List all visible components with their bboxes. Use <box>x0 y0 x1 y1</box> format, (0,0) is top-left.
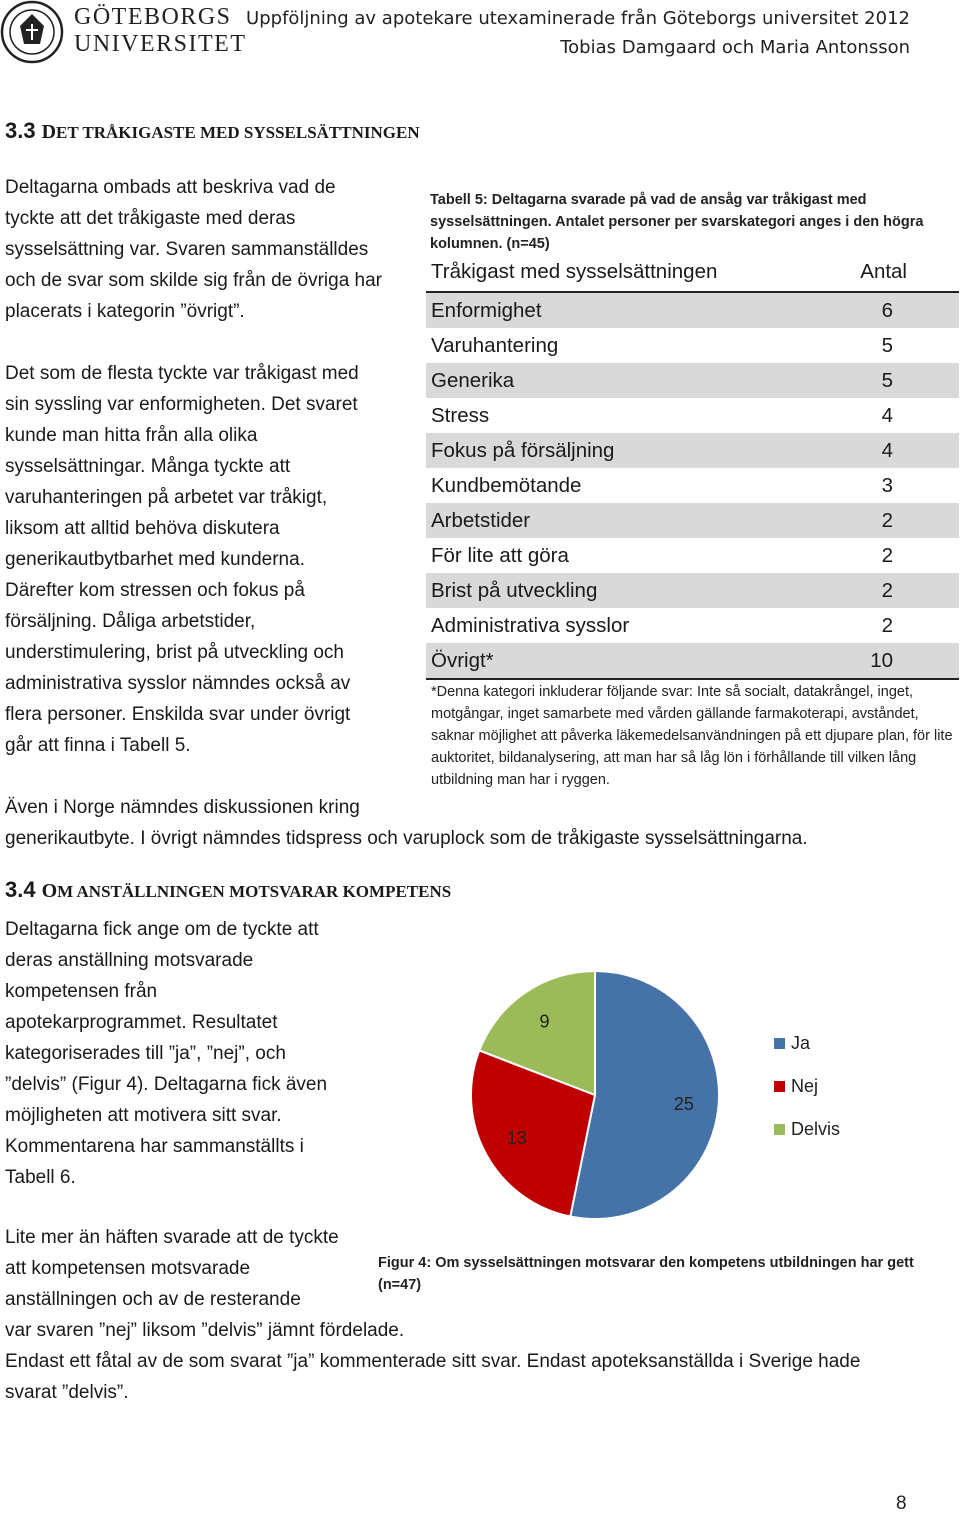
row-category: Generika <box>431 368 515 392</box>
row-category: Kundbemötande <box>431 473 582 497</box>
text-line: Deltagarna fick ange om de tyckte att <box>5 919 319 940</box>
legend-label-ja: Ja <box>791 1033 811 1053</box>
text-line: Därefter kom stressen och fokus på <box>5 580 305 601</box>
row-category: För lite att göra <box>431 543 569 567</box>
university-name: GÖTEBORGS UNIVERSITET <box>74 4 247 57</box>
text-line: Deltagarna ombads att beskriva vad de <box>5 177 336 198</box>
table-5-footnote: *Denna kategori inkluderar följande svar: Inte så socialt, datakrångel, inget, motgångar, inget samarbete med vården gällande farmakoterapi, avståndet, saknar möjlighet att påverka läkemedelsanvändningen på ett djupare plan, för lite auktoritet, bildanalysering, att man har så låg lön i förhållande till vilken lång utbildning man har i ryggen. <box>431 684 953 788</box>
header-category: Tråkigast med sysselsättningen <box>431 260 718 283</box>
row-category: Brist på utveckling <box>431 578 598 602</box>
text-line: Lite mer än häften svarade att de tyckte <box>5 1227 339 1248</box>
text-line: Det som de flesta tyckte var tråkigast med <box>5 363 359 384</box>
text-line: kunde man hitta från alla olika <box>5 425 258 446</box>
text-line: understimulering, brist på utveckling och <box>5 642 345 663</box>
table-row <box>426 363 959 398</box>
text-line: var svaren ”nej” liksom ”delvis” jämnt fördelade. <box>5 1320 405 1341</box>
section-3-4-conclusion <box>5 1222 945 1408</box>
row-count: 6 <box>881 298 893 322</box>
legend-swatch-ja <box>774 1038 785 1049</box>
row-count: 5 <box>881 333 893 357</box>
text-line <box>5 761 415 792</box>
row-category: Övrigt* <box>431 648 494 672</box>
text-line: tyckte att det tråkigaste med deras <box>5 208 296 229</box>
text-line: administrativa sysslor nämndes också av <box>5 673 351 694</box>
data-label-ja: 25 <box>673 1093 694 1114</box>
text-line: sin syssling var enformigheten. Det svaret <box>5 394 358 415</box>
table-row <box>426 328 959 363</box>
text-line: kategoriserades till ”ja”, ”nej”, och <box>5 1043 286 1064</box>
row-count: 2 <box>881 543 893 567</box>
text-line: svarat ”delvis”. <box>5 1382 129 1403</box>
text-line: anställningen och av de resterande <box>5 1289 301 1310</box>
text-line: apotekarprogrammet. Resultatet <box>5 1012 278 1033</box>
row-count: 4 <box>881 438 893 462</box>
table-row <box>426 608 959 643</box>
row-count: 2 <box>881 613 893 637</box>
text-line: ”delvis” (Figur 4). Deltagarna fick även <box>5 1074 328 1095</box>
row-count: 10 <box>870 648 893 672</box>
text-line: försäljning. Dåliga arbetstider, <box>5 611 256 632</box>
text-line: sysselsättning var. Svaren sammanställdes <box>5 239 369 260</box>
row-count: 4 <box>881 403 893 427</box>
text-line: placerats i kategorin ”övrigt”. <box>5 301 245 322</box>
table-5 <box>426 253 959 680</box>
table-5-caption: Tabell 5: Deltagarna svarade på vad de ansåg var tråkigast med sysselsättningen. Antalet personer per svarskategori anges i den högra kolumnen. (n=45) <box>430 192 924 252</box>
table-row <box>426 573 959 608</box>
data-label-delvis: 9 <box>539 1011 550 1032</box>
section-3-3-heading: 3.3 DET TRÅKIGASTE MED SYSSELSÄTTNINGEN <box>5 118 420 143</box>
section-3-4-heading: 3.4 OM ANSTÄLLNINGEN MOTSVARAR KOMPETENS <box>5 877 452 902</box>
table-row <box>426 643 959 680</box>
row-category: Administrativa sysslor <box>431 613 630 637</box>
row-count: 2 <box>881 508 893 532</box>
data-label-nej: 13 <box>506 1127 527 1148</box>
text-line: Tabell 6. <box>5 1167 76 1188</box>
text-line: liksom att alltid behöva diskutera <box>5 518 280 539</box>
text-line: Även i Norge nämndes diskussionen kring <box>5 797 360 818</box>
legend-label-delvis: Delvis <box>791 1119 841 1139</box>
table-row <box>426 468 959 503</box>
report-title: Uppföljning av apotekare utexaminerade från Göteborgs universitet 2012 <box>246 8 910 29</box>
text-line: deras anställning motsvarade <box>5 950 254 971</box>
row-category: Fokus på försäljning <box>431 438 615 462</box>
table-header <box>426 253 959 293</box>
text-line: varuhanteringen på arbetet var tråkigt, <box>5 487 328 508</box>
text-line: generikautbytbarhet med kunderna. <box>5 549 305 570</box>
table-row <box>426 503 959 538</box>
text-line <box>5 327 415 358</box>
text-line: att kompetensen motsvarade <box>5 1258 251 1279</box>
row-count: 3 <box>881 473 893 497</box>
figure-4-caption: Figur 4: Om sysselsättningen motsvarar den kompetens utbildningen har gett (n=47) <box>378 1255 914 1293</box>
text-line: kompetensen från <box>5 981 158 1002</box>
figure-4-pie-chart <box>460 960 880 1220</box>
university-seal-logo <box>0 0 64 64</box>
table-row <box>426 293 959 328</box>
text-line: generikautbyte. I övrigt nämndes tidspress och varuplock som de tråkigaste sysselsättningarna. <box>5 828 808 849</box>
page-number: 8 <box>896 1493 907 1514</box>
legend-swatch-nej <box>774 1081 785 1092</box>
legend-label-nej: Nej <box>791 1076 819 1096</box>
row-count: 5 <box>881 368 893 392</box>
text-line: möjligheten att motivera sitt svar. <box>5 1105 282 1126</box>
section-3-4-text <box>5 914 385 1193</box>
text-line: flera personer. Enskilda svar under övrigt <box>5 704 351 725</box>
table-row <box>426 398 959 433</box>
row-count: 2 <box>881 578 893 602</box>
report-header <box>246 4 910 62</box>
header-count: Antal <box>860 260 907 283</box>
row-category: Stress <box>431 403 490 427</box>
row-category: Arbetstider <box>431 508 531 532</box>
table-row <box>426 433 959 468</box>
text-line: Endast ett fåtal av de som svarat ”ja” kommenterade sitt svar. Endast apoteksanställda i Sverige hade <box>5 1351 861 1372</box>
text-line: går att finna i Tabell 5. <box>5 735 191 756</box>
row-category: Varuhantering <box>431 333 559 357</box>
legend-swatch-delvis <box>774 1124 785 1135</box>
table-row <box>426 538 959 573</box>
text-line: Kommentarena har sammanställts i <box>5 1136 304 1157</box>
text-line: och de svar som skilde sig från de övriga har <box>5 270 383 291</box>
report-authors: Tobias Damgaard och Maria Antonsson <box>560 37 910 58</box>
text-line: sysselsättningar. Många tyckte att <box>5 456 291 477</box>
row-category: Enformighet <box>431 298 542 322</box>
